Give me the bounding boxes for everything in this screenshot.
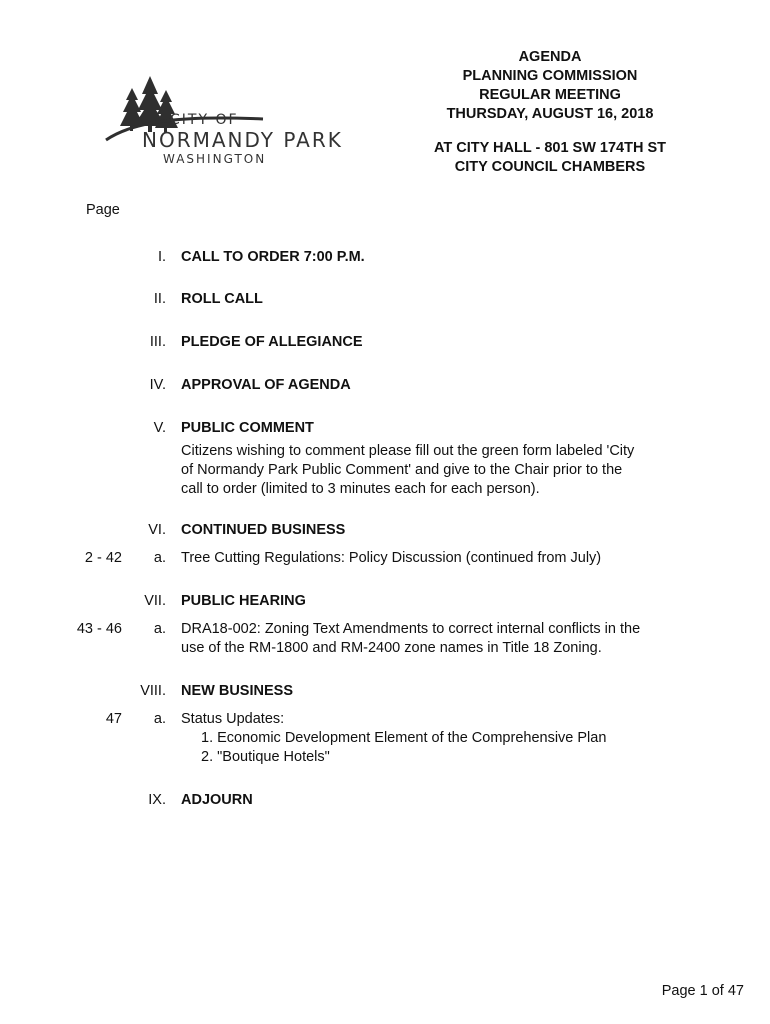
section-title: ROLL CALL [181,291,263,307]
section-title: PUBLIC COMMENT [181,420,314,436]
item-page-range: 2 - 42 [84,550,122,566]
item-text: Status Updates: [181,711,285,727]
section-title: CONTINUED BUSINESS [181,522,346,538]
section-number: V. [153,420,166,436]
item-letter: a. [153,621,166,637]
item-text: DRA18-002: Zoning Text Amendments to correct internal conflicts in the [181,621,641,637]
item-text: Tree Cutting Regulations: Policy Discussion (continued from July) [181,550,602,566]
section-title: NEW BUSINESS [181,683,293,699]
section-number: I. [157,249,166,265]
logo-state: WASHINGTON [163,152,267,166]
sub-item: 1. Economic Development Element of the Comprehensive Plan [201,730,607,746]
body-line: Citizens wishing to comment please fill out the green form labeled 'City [181,443,635,459]
item-page-range: 47 [105,711,122,727]
section-title: ADJOURN [181,792,253,808]
agenda-header [380,48,720,177]
logo-city-of: CITY OF [170,112,239,128]
section-title: APPROVAL OF AGENDA [181,377,351,393]
body-line: of Normandy Park Public Comment' and give to the Chair prior to the [181,462,623,478]
item-page-range: 43 - 46 [76,621,122,637]
section-number: VIII. [140,683,166,699]
section-number: VI. [148,522,166,538]
section-number: VII. [144,593,166,609]
section-number: II. [153,291,166,307]
item-letter: a. [153,711,166,727]
header-date: THURSDAY, AUGUST 16, 2018 [446,106,654,122]
section-title: PUBLIC HEARING [181,593,306,609]
section-title: PLEDGE OF ALLEGIANCE [181,334,363,350]
header-title: AGENDA [518,49,582,65]
section-title: CALL TO ORDER 7:00 P.M. [181,249,365,265]
header-body: PLANNING COMMISSION [462,68,638,84]
header-location: AT CITY HALL - 801 SW 174TH ST [433,140,667,156]
body-line: call to order (limited to 3 minutes each for each person). [181,481,540,497]
logo-city-name: NORMANDY PARK [142,128,343,152]
page-column-label: Page [86,202,120,218]
header-meeting-type: REGULAR MEETING [479,87,621,103]
sub-item: 2. "Boutique Hotels" [201,749,330,765]
header-room: CITY COUNCIL CHAMBERS [454,159,646,175]
item-letter: a. [153,550,166,566]
item-text: use of the RM-1800 and RM-2400 zone names in Title 18 Zoning. [181,640,602,656]
section-number: IV. [149,377,166,393]
page-footer: Page 1 of 47 [661,983,744,999]
section-number: IX. [148,792,166,808]
section-number: III. [149,334,166,350]
